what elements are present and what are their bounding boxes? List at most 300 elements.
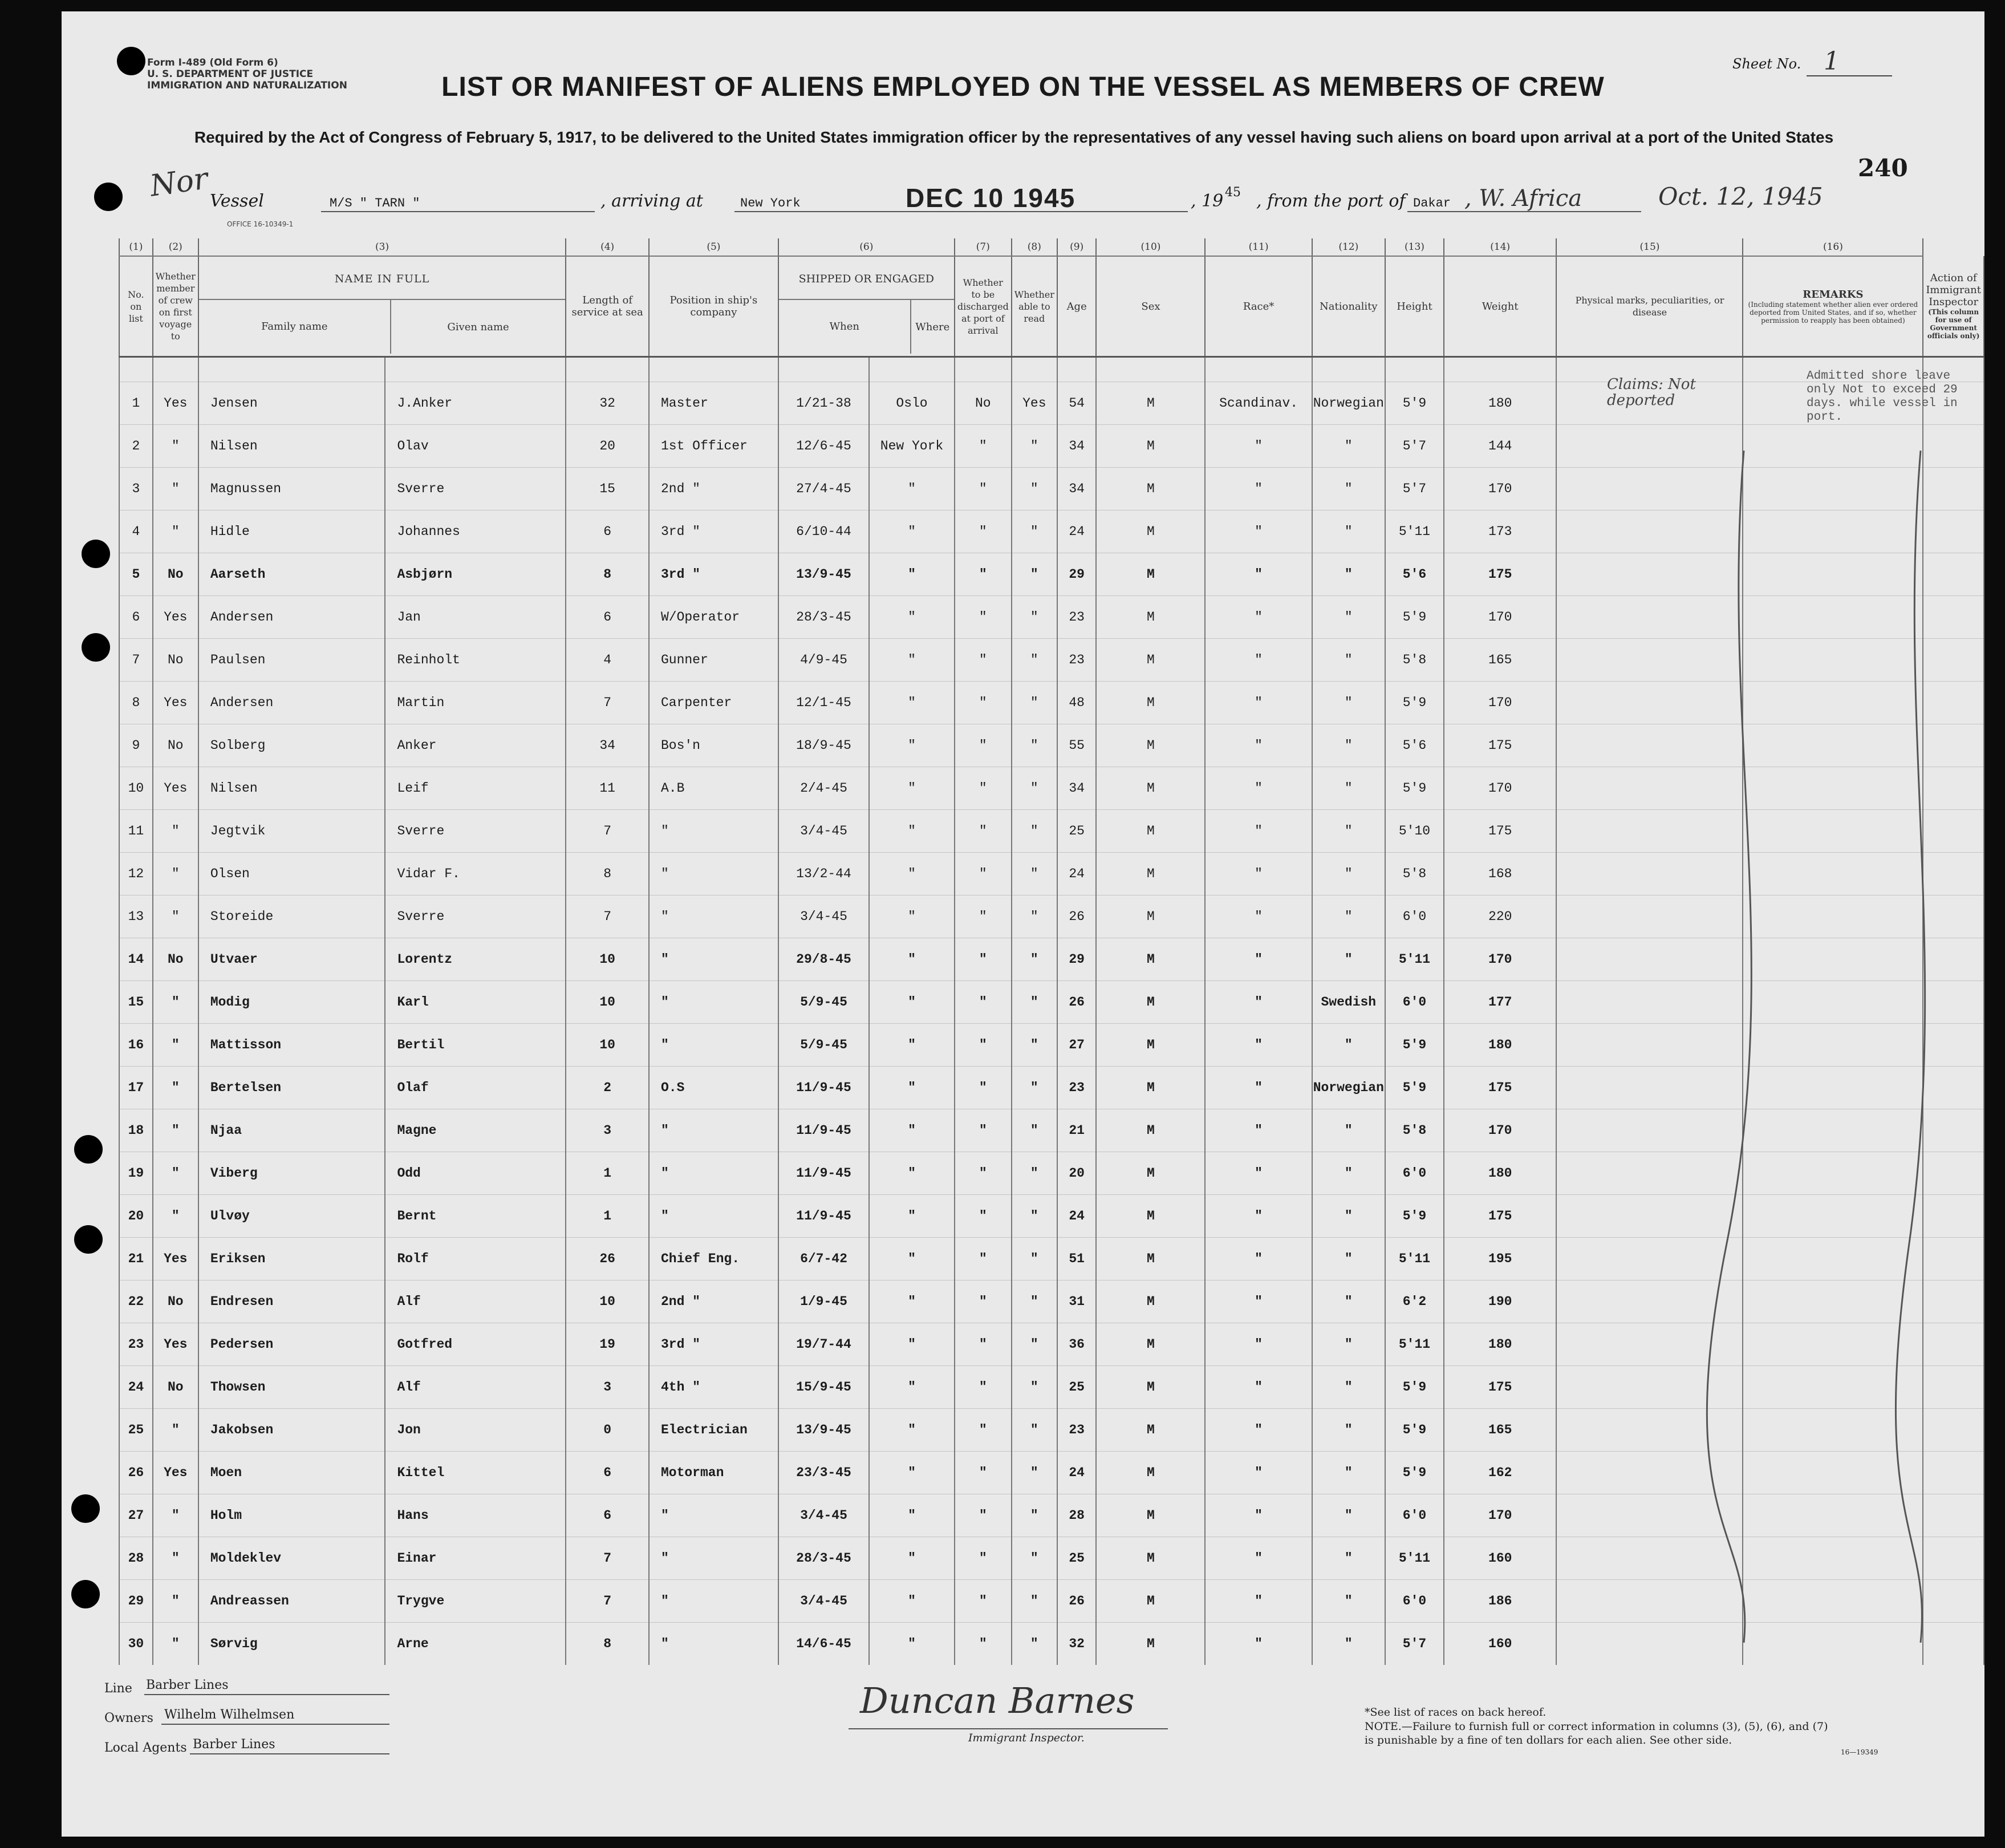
nationality-cell: " — [1312, 1323, 1385, 1366]
service-cell: 3 — [566, 1109, 649, 1152]
row-number: 8 — [119, 682, 153, 724]
service-cell: 34 — [566, 724, 649, 767]
service-cell: 10 — [566, 981, 649, 1024]
position-cell: " — [649, 853, 778, 895]
header-discharged: Whether to be discharged at port of arrival — [955, 256, 1012, 357]
header-able-read: Whether able to read — [1012, 256, 1057, 357]
nationality-cell: " — [1312, 1623, 1385, 1665]
position-cell: 3rd " — [649, 1323, 778, 1366]
row-number: 3 — [119, 468, 153, 510]
able-read-cell: " — [1012, 1366, 1057, 1409]
given-name-cell: Magne — [385, 1109, 566, 1152]
weight-cell: 160 — [1444, 1623, 1556, 1665]
sex-cell: M — [1096, 938, 1205, 981]
punch-hole — [71, 1580, 100, 1608]
header-action — [1923, 256, 1984, 357]
nationality-cell: " — [1312, 425, 1385, 468]
header-remarks-title: REMARKS — [1803, 288, 1864, 301]
nationality-cell: " — [1312, 1238, 1385, 1280]
shipped-when-cell: 13/9-45 — [778, 553, 869, 596]
family-name-cell: Jakobsen — [198, 1409, 385, 1452]
first-voyage-cell: " — [153, 853, 198, 895]
blank-cell — [153, 357, 198, 382]
height-cell: 5'9 — [1385, 682, 1444, 724]
able-read-cell: " — [1012, 1409, 1057, 1452]
from-port-value: Dakar — [1413, 196, 1451, 210]
able-read-cell: " — [1012, 1623, 1057, 1665]
service-cell: 6 — [566, 596, 649, 639]
first-voyage-cell: " — [153, 981, 198, 1024]
row-number: 11 — [119, 810, 153, 853]
given-name-cell: Bertil — [385, 1024, 566, 1067]
shipped-where-cell: Oslo — [869, 382, 955, 425]
blank-cell — [119, 357, 153, 382]
shipped-where-cell: " — [869, 938, 955, 981]
family-name-cell: Moldeklev — [198, 1537, 385, 1580]
height-cell: 5'9 — [1385, 1409, 1444, 1452]
family-name-cell: Nilsen — [198, 425, 385, 468]
discharged-cell: " — [955, 1494, 1012, 1537]
family-name-cell: Hidle — [198, 510, 385, 553]
given-name-cell: Karl — [385, 981, 566, 1024]
col-num: (13) — [1385, 238, 1444, 256]
owners-value: Wilhelm Wilhelmsen — [164, 1708, 295, 1722]
race-cell: " — [1205, 553, 1312, 596]
height-cell: 6'0 — [1385, 981, 1444, 1024]
race-cell: " — [1205, 724, 1312, 767]
discharged-cell: " — [955, 938, 1012, 981]
age-cell: 25 — [1057, 810, 1097, 853]
position-cell: 1st Officer — [649, 425, 778, 468]
service-cell: 8 — [566, 553, 649, 596]
discharged-cell: " — [955, 981, 1012, 1024]
column-number-row — [119, 238, 1984, 256]
first-voyage-cell: " — [153, 468, 198, 510]
weight-cell: 180 — [1444, 1152, 1556, 1195]
discharged-cell: " — [955, 724, 1012, 767]
shipped-when-cell: 28/3-45 — [778, 1537, 869, 1580]
shipped-when-cell: 18/9-45 — [778, 724, 869, 767]
family-name-cell: Andreassen — [198, 1580, 385, 1623]
service-cell: 8 — [566, 853, 649, 895]
race-cell: " — [1205, 1494, 1312, 1537]
header-age: Age — [1057, 256, 1097, 357]
header-physical: Physical marks, peculiarities, or disease — [1556, 256, 1743, 357]
weight-cell: 170 — [1444, 767, 1556, 810]
shipped-when-cell: 29/8-45 — [778, 938, 869, 981]
first-voyage-cell: No — [153, 724, 198, 767]
family-name-cell: Modig — [198, 981, 385, 1024]
able-read-cell: " — [1012, 1580, 1057, 1623]
given-name-cell: Alf — [385, 1366, 566, 1409]
header-name-title: NAME IN FULL — [199, 259, 565, 300]
age-cell: 24 — [1057, 1452, 1097, 1494]
race-cell: " — [1205, 468, 1312, 510]
sex-cell: M — [1096, 1623, 1205, 1665]
nationality-cell: " — [1312, 596, 1385, 639]
nationality-cell: " — [1312, 1195, 1385, 1238]
sex-cell: M — [1096, 1152, 1205, 1195]
service-cell: 10 — [566, 1280, 649, 1323]
sex-cell: M — [1096, 810, 1205, 853]
punch-hole — [82, 540, 110, 568]
age-cell: 26 — [1057, 1580, 1097, 1623]
given-name-cell: Anker — [385, 724, 566, 767]
row-number: 4 — [119, 510, 153, 553]
height-cell: 5'9 — [1385, 382, 1444, 425]
nationality-cell: " — [1312, 724, 1385, 767]
age-cell: 24 — [1057, 853, 1097, 895]
nationality-cell: Norwegian — [1312, 1067, 1385, 1109]
given-name-cell: Asbjørn — [385, 553, 566, 596]
shipped-where-cell: " — [869, 1580, 955, 1623]
given-name-cell: Bernt — [385, 1195, 566, 1238]
first-voyage-cell: Yes — [153, 682, 198, 724]
able-read-cell: " — [1012, 1280, 1057, 1323]
able-read-cell: " — [1012, 425, 1057, 468]
owners-rule — [161, 1724, 389, 1725]
from-port-hand: , W. Africa — [1464, 185, 1582, 212]
height-cell: 6'0 — [1385, 1152, 1444, 1195]
position-cell: " — [649, 1623, 778, 1665]
first-voyage-cell: " — [153, 1152, 198, 1195]
age-cell: 23 — [1057, 1409, 1097, 1452]
given-name-cell: Vidar F. — [385, 853, 566, 895]
row-number: 1 — [119, 382, 153, 425]
race-cell: " — [1205, 1238, 1312, 1280]
given-name-cell: Jon — [385, 1409, 566, 1452]
sex-cell: M — [1096, 1580, 1205, 1623]
line-rule — [144, 1694, 389, 1695]
race-cell: " — [1205, 938, 1312, 981]
sex-cell: M — [1096, 724, 1205, 767]
row-number: 22 — [119, 1280, 153, 1323]
position-cell: 2nd " — [649, 1280, 778, 1323]
service-cell: 7 — [566, 1537, 649, 1580]
position-cell: 3rd " — [649, 510, 778, 553]
able-read-cell: " — [1012, 1195, 1057, 1238]
first-voyage-cell: Yes — [153, 1452, 198, 1494]
nationality-cell: " — [1312, 510, 1385, 553]
agents-value: Barber Lines — [193, 1737, 275, 1752]
nationality-cell: " — [1312, 1409, 1385, 1452]
ditto-lines — [1658, 445, 1978, 1665]
able-read-cell: " — [1012, 853, 1057, 895]
shipped-when-cell: 12/6-45 — [778, 425, 869, 468]
shipped-when-cell: 11/9-45 — [778, 1067, 869, 1109]
position-cell: W/Operator — [649, 596, 778, 639]
discharged-cell: " — [955, 1195, 1012, 1238]
blank-cell — [1096, 357, 1205, 382]
blank-cell — [566, 357, 649, 382]
weight-cell: 195 — [1444, 1238, 1556, 1280]
shipped-when-cell: 14/6-45 — [778, 1623, 869, 1665]
race-cell: " — [1205, 1580, 1312, 1623]
discharged-cell: " — [955, 895, 1012, 938]
service-cell: 7 — [566, 1580, 649, 1623]
discharged-cell: " — [955, 1109, 1012, 1152]
service-cell: 6 — [566, 510, 649, 553]
weight-cell: 180 — [1444, 1323, 1556, 1366]
blank-cell — [198, 357, 385, 382]
service-cell: 7 — [566, 810, 649, 853]
position-cell: Bos'n — [649, 724, 778, 767]
sex-cell: M — [1096, 639, 1205, 682]
sex-cell: M — [1096, 1494, 1205, 1537]
race-cell: " — [1205, 1152, 1312, 1195]
service-cell: 10 — [566, 938, 649, 981]
office-code: OFFICE 16-10349-1 — [227, 220, 294, 228]
age-cell: 29 — [1057, 938, 1097, 981]
nationality-cell: " — [1312, 810, 1385, 853]
service-cell: 7 — [566, 895, 649, 938]
age-cell: 34 — [1057, 767, 1097, 810]
position-cell: Gunner — [649, 639, 778, 682]
able-read-cell: " — [1012, 810, 1057, 853]
vessel-underline — [321, 210, 595, 212]
family-name-cell: Utvaer — [198, 938, 385, 981]
weight-cell: 173 — [1444, 510, 1556, 553]
vessel-name: M/S " TARN " — [330, 196, 420, 210]
sex-cell: M — [1096, 468, 1205, 510]
family-name-cell: Holm — [198, 1494, 385, 1537]
nationality-cell: " — [1312, 1152, 1385, 1195]
discharged-cell: " — [955, 1152, 1012, 1195]
height-cell: 5'9 — [1385, 767, 1444, 810]
service-cell: 1 — [566, 1152, 649, 1195]
first-voyage-cell: " — [153, 1067, 198, 1109]
punch-hole — [74, 1135, 103, 1164]
shipped-where-cell: " — [869, 1024, 955, 1067]
age-cell: 54 — [1057, 382, 1097, 425]
header-no-on-list: No. on list — [119, 256, 153, 357]
age-cell: 34 — [1057, 425, 1097, 468]
page-number: 240 — [1858, 154, 1908, 182]
age-cell: 51 — [1057, 1238, 1097, 1280]
race-cell: " — [1205, 425, 1312, 468]
race-cell: " — [1205, 1323, 1312, 1366]
first-voyage-cell: " — [153, 1109, 198, 1152]
sex-cell: M — [1096, 1537, 1205, 1580]
service-cell: 6 — [566, 1494, 649, 1537]
age-cell: 23 — [1057, 596, 1097, 639]
height-cell: 6'0 — [1385, 895, 1444, 938]
weight-cell: 175 — [1444, 1366, 1556, 1409]
discharged-cell: " — [955, 596, 1012, 639]
given-name-cell: Olaf — [385, 1067, 566, 1109]
nor-mark: Nor — [148, 161, 210, 204]
header-action-note: (This column for use of Government officials only) — [1927, 308, 1980, 340]
race-cell: " — [1205, 981, 1312, 1024]
shipped-where-cell: " — [869, 1537, 955, 1580]
nationality-cell: " — [1312, 1280, 1385, 1323]
given-name-cell: Arne — [385, 1623, 566, 1665]
height-cell: 6'0 — [1385, 1580, 1444, 1623]
weight-cell: 160 — [1444, 1537, 1556, 1580]
given-name-cell: Olav — [385, 425, 566, 468]
shipped-where-cell: " — [869, 1452, 955, 1494]
service-cell: 0 — [566, 1409, 649, 1452]
able-read-cell: " — [1012, 724, 1057, 767]
weight-cell: 162 — [1444, 1452, 1556, 1494]
nationality-cell: Swedish — [1312, 981, 1385, 1024]
first-voyage-cell: " — [153, 1494, 198, 1537]
sex-cell: M — [1096, 1366, 1205, 1409]
height-cell: 5'10 — [1385, 810, 1444, 853]
col-num: (9) — [1057, 238, 1097, 256]
sex-cell: M — [1096, 1323, 1205, 1366]
age-cell: 23 — [1057, 639, 1097, 682]
nationality-cell: " — [1312, 767, 1385, 810]
first-voyage-cell: No — [153, 639, 198, 682]
race-cell: " — [1205, 895, 1312, 938]
shipped-when-cell: 13/2-44 — [778, 853, 869, 895]
col-num: (14) — [1444, 238, 1556, 256]
service-cell: 6 — [566, 1452, 649, 1494]
position-cell: O.S — [649, 1067, 778, 1109]
blank-cell — [1205, 357, 1312, 382]
shipped-when-cell: 15/9-45 — [778, 1366, 869, 1409]
family-name-cell: Solberg — [198, 724, 385, 767]
able-read-cell: " — [1012, 1323, 1057, 1366]
arriving-underline — [734, 210, 1188, 212]
shipped-when-cell: 11/9-45 — [778, 1195, 869, 1238]
weight-cell: 175 — [1444, 810, 1556, 853]
line-label: Line — [104, 1681, 132, 1696]
service-cell: 26 — [566, 1238, 649, 1280]
able-read-cell: " — [1012, 1494, 1057, 1537]
shipped-where-cell: " — [869, 1152, 955, 1195]
age-cell: 32 — [1057, 1623, 1097, 1665]
discharged-cell: " — [955, 1623, 1012, 1665]
col-num: (4) — [566, 238, 649, 256]
manifest-page — [62, 11, 1984, 1837]
discharged-cell: " — [955, 1537, 1012, 1580]
able-read-cell: " — [1012, 596, 1057, 639]
family-name-cell: Pedersen — [198, 1323, 385, 1366]
shipped-where-cell: " — [869, 1195, 955, 1238]
weight-cell: 186 — [1444, 1580, 1556, 1623]
family-name-cell: Andersen — [198, 682, 385, 724]
col-num: (7) — [955, 238, 1012, 256]
col-num: (5) — [649, 238, 778, 256]
weight-cell: 170 — [1444, 1494, 1556, 1537]
first-voyage-cell: " — [153, 510, 198, 553]
weight-cell: 175 — [1444, 1067, 1556, 1109]
first-voyage-cell: No — [153, 938, 198, 981]
able-read-cell: " — [1012, 1537, 1057, 1580]
able-read-cell: " — [1012, 1109, 1057, 1152]
discharged-cell: " — [955, 853, 1012, 895]
race-cell: " — [1205, 1409, 1312, 1452]
row-number: 24 — [119, 1366, 153, 1409]
blank-cell — [1057, 357, 1097, 382]
race-cell: " — [1205, 1537, 1312, 1580]
given-name-cell: Sverre — [385, 895, 566, 938]
page-title: LIST OR MANIFEST OF ALIENS EMPLOYED ON THE VESSEL AS MEMBERS OF CREW — [441, 72, 1605, 102]
height-cell: 5'9 — [1385, 596, 1444, 639]
height-cell: 5'9 — [1385, 1366, 1444, 1409]
nationality-cell: " — [1312, 468, 1385, 510]
position-cell: Master — [649, 382, 778, 425]
able-read-cell: " — [1012, 1238, 1057, 1280]
shipped-where-cell: " — [869, 981, 955, 1024]
family-name-cell: Njaa — [198, 1109, 385, 1152]
col-num: (15) — [1556, 238, 1743, 256]
shipped-when-cell: 1/21-38 — [778, 382, 869, 425]
shipped-where-cell: " — [869, 639, 955, 682]
punch-hole — [71, 1494, 100, 1523]
blank-cell — [1444, 357, 1556, 382]
shipped-when-cell: 5/9-45 — [778, 1024, 869, 1067]
able-read-cell: " — [1012, 1067, 1057, 1109]
age-cell: 27 — [1057, 1024, 1097, 1067]
service-name: IMMIGRATION AND NATURALIZATION — [147, 80, 347, 91]
row-number: 20 — [119, 1195, 153, 1238]
header-remarks-note: (Including statement whether alien ever ordered deported from United States, and if so, whether permission to reapply has been obtained) — [1748, 300, 1918, 325]
service-cell: 3 — [566, 1366, 649, 1409]
row-number: 2 — [119, 425, 153, 468]
first-voyage-cell: " — [153, 1580, 198, 1623]
family-name-cell: Andersen — [198, 596, 385, 639]
race-cell: " — [1205, 1024, 1312, 1067]
position-cell: " — [649, 1537, 778, 1580]
weight-cell: 170 — [1444, 468, 1556, 510]
height-cell: 6'2 — [1385, 1280, 1444, 1323]
discharged-cell: " — [955, 682, 1012, 724]
first-voyage-cell: " — [153, 1409, 198, 1452]
given-name-cell: Trygve — [385, 1580, 566, 1623]
position-cell: " — [649, 981, 778, 1024]
nationality-cell: " — [1312, 895, 1385, 938]
row-number: 16 — [119, 1024, 153, 1067]
shipped-when-cell: 11/9-45 — [778, 1109, 869, 1152]
able-read-cell: " — [1012, 682, 1057, 724]
family-name-cell: Viberg — [198, 1152, 385, 1195]
header-sex: Sex — [1096, 256, 1205, 357]
given-name-cell: Johannes — [385, 510, 566, 553]
weight-cell: 175 — [1444, 724, 1556, 767]
height-cell: 5'7 — [1385, 468, 1444, 510]
family-name-cell: Paulsen — [198, 639, 385, 682]
row-number: 21 — [119, 1238, 153, 1280]
sex-cell: M — [1096, 981, 1205, 1024]
blank-cell — [955, 357, 1012, 382]
line-value: Barber Lines — [146, 1678, 229, 1692]
shipped-where-cell: " — [869, 1238, 955, 1280]
sex-cell: M — [1096, 382, 1205, 425]
family-name-cell: Jensen — [198, 382, 385, 425]
shipped-when-cell: 23/3-45 — [778, 1452, 869, 1494]
age-cell: 29 — [1057, 553, 1097, 596]
able-read-cell: " — [1012, 895, 1057, 938]
shipped-where-cell: " — [869, 1323, 955, 1366]
discharged-cell: " — [955, 1323, 1012, 1366]
age-cell: 23 — [1057, 1067, 1097, 1109]
shipped-where-cell: " — [869, 1109, 955, 1152]
col-num: (8) — [1012, 238, 1057, 256]
col-num: (2) — [153, 238, 198, 256]
discharged-cell: " — [955, 1024, 1012, 1067]
nationality-cell: " — [1312, 682, 1385, 724]
departure-date: Oct. 12, 1945 — [1658, 183, 1823, 210]
able-read-cell: " — [1012, 1452, 1057, 1494]
able-read-cell: " — [1012, 767, 1057, 810]
weight-cell: 190 — [1444, 1280, 1556, 1323]
row-number: 10 — [119, 767, 153, 810]
race-cell: " — [1205, 810, 1312, 853]
position-cell: 3rd " — [649, 553, 778, 596]
